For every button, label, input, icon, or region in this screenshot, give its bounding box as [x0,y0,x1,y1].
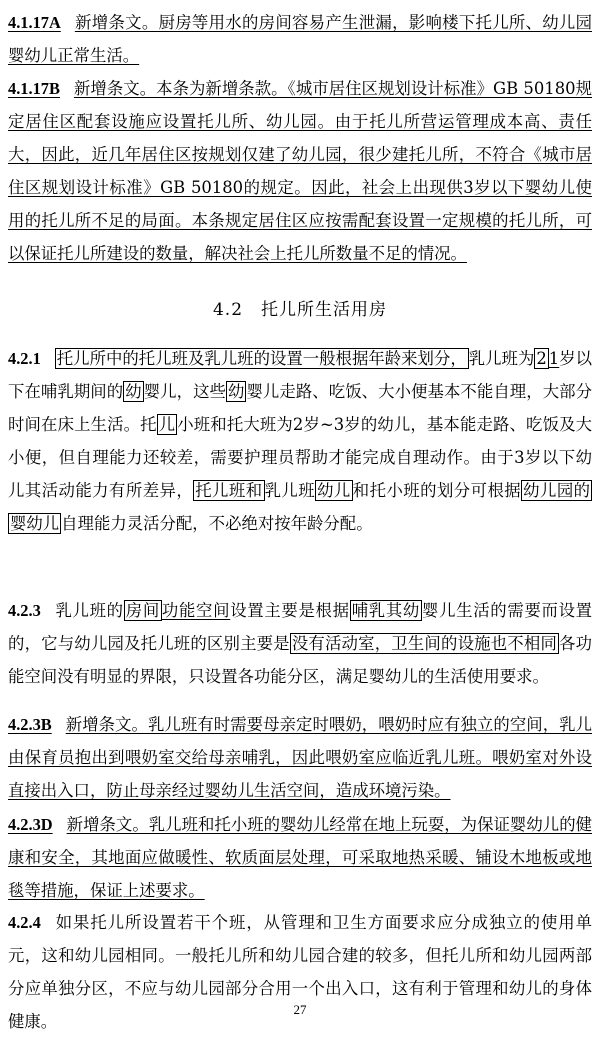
boxed-text: 房间 [125,601,160,620]
clause-text: 设置主要是根据 [230,601,350,620]
clause-4-1-17b [8,72,592,270]
clause-text: 乳儿班的 [54,601,124,620]
boxed-text: 幼 [125,382,142,401]
clause-text: 自理能力灵活分配，不必绝对按年龄分配。 [61,514,373,533]
clause-4-2-1 [8,342,592,540]
clause-text: 乳儿班 [264,481,316,500]
clause-number: 4.2.3 [8,601,41,620]
page-number: 27 [293,1002,307,1017]
clause-number: 4.2.3B [8,715,52,734]
clause-number: 4.2.4 [8,913,41,932]
clause-text: 的划分可根据 [420,481,522,500]
clause-number: 4.1.17A [8,13,61,32]
underlined-text: 1 [548,349,560,368]
boxed-text: 没有活动室，卫生间的设施也不相同 [291,634,558,653]
boxed-text: 幼儿 [317,481,351,500]
clause-text: 新增条文。乳儿班和托小班的婴幼儿经常在地上玩耍，为保证婴幼儿的健康和安全，其地面应做暖性、软质面层处理，可采取地热采暖、铺设木地板或地毯等措施，保证上述要求。 [8,815,592,900]
underlined-text: 功能空间 [161,601,231,620]
boxed-text: 2 [536,349,547,368]
clause-text: 婴儿，这些 [143,382,226,401]
clause-4-2-3 [8,594,592,693]
boxed-text: 托儿所中的托儿班及乳儿班的设置一般根据年龄来划分， [56,349,467,368]
clause-4-1-17a [8,6,592,72]
boxed-text: 幼 [227,382,245,401]
clause-text: 新增条文。乳儿班有时需要母亲定时喂奶，喂奶时应有独立的空间，乳儿由保育员抱出到喂奶室交给母亲哺乳，因此喂奶室应临近乳儿班。喂奶室对外设直接出入口，防止母亲经过婴幼儿生活空间，造成环境污染。 [8,715,592,800]
clause-text: 各功能空间没有明显的界限，只设置各功能分区，满足婴幼儿的生活使用要求。 [8,634,593,686]
clause-4-2-3d [8,808,592,907]
boxed-text: 婴幼儿 [10,514,60,533]
clause-text: 岁以下在哺乳期间的 [8,349,593,401]
clause-text: 小班和托大班为2岁~3岁的幼儿，基本能走路、吃饭及大小便，但自理能力还较差，需要护理员帮助才能完成自理动作。由于3岁以下幼儿其活动能力有所差异， [8,415,593,500]
clause-text: 婴儿走路、吃饭、大小便基本不能自理，大部分时间在床上生活。托 [8,382,593,434]
clause-text: 新增条文。厨房等用水的房间容易产生泄漏，影响楼下托儿所、幼儿园婴幼儿正常生活。 [8,13,592,65]
boxed-text: 儿 [158,415,176,434]
clause-text: 婴儿生活的需要而设置的，它与幼儿园及托儿班的区别主要是 [8,601,593,653]
boxed-text: 托儿班和 [195,481,263,500]
clause-4-2-3b [8,708,592,807]
boxed-text: 幼儿园的 [523,481,591,500]
section-heading: 4.2 托儿所生活用房 [212,300,388,320]
clause-text: 新增条文。本条为新增条款。《城市居住区规划设计标准》GB 50180规定居住区配套设施应设置托儿所、幼儿园。由于托儿所营运管理成本高、责任大，因此，近几年居住区按规划仅建了幼儿园，很少建托儿所，不符合《城市居住区规划设计标准》GB 50180的规定。因此，社会上出现供3岁以下婴幼儿使用的托儿所不足的局面。本条规定居住区应按需配套设置一定规模的托儿所，可以保证托儿所建设的数量，解决社会上托儿所数量不足的情况。 [8,79,592,263]
clause-number: 4.2.3D [8,815,53,834]
clause-4-2-4 [8,906,592,1038]
clause-text: 乳儿班为 [468,349,535,368]
clause-number: 4.2.1 [8,349,41,368]
clause-text: 如果托儿所设置若干个班，从管理和卫生方面要求应分成独立的使用单元，这和幼儿园相同。一般托儿所和幼儿园合建的较多，但托儿所和幼儿园两部分应单独分区，不应与幼儿园部分合用一个出入口，这有利于管理和幼儿的身体健康。 [8,913,592,1031]
clause-text: 和托小班 [352,481,421,500]
boxed-text: 哺乳其幼 [351,601,421,620]
clause-number: 4.1.17B [8,79,60,98]
